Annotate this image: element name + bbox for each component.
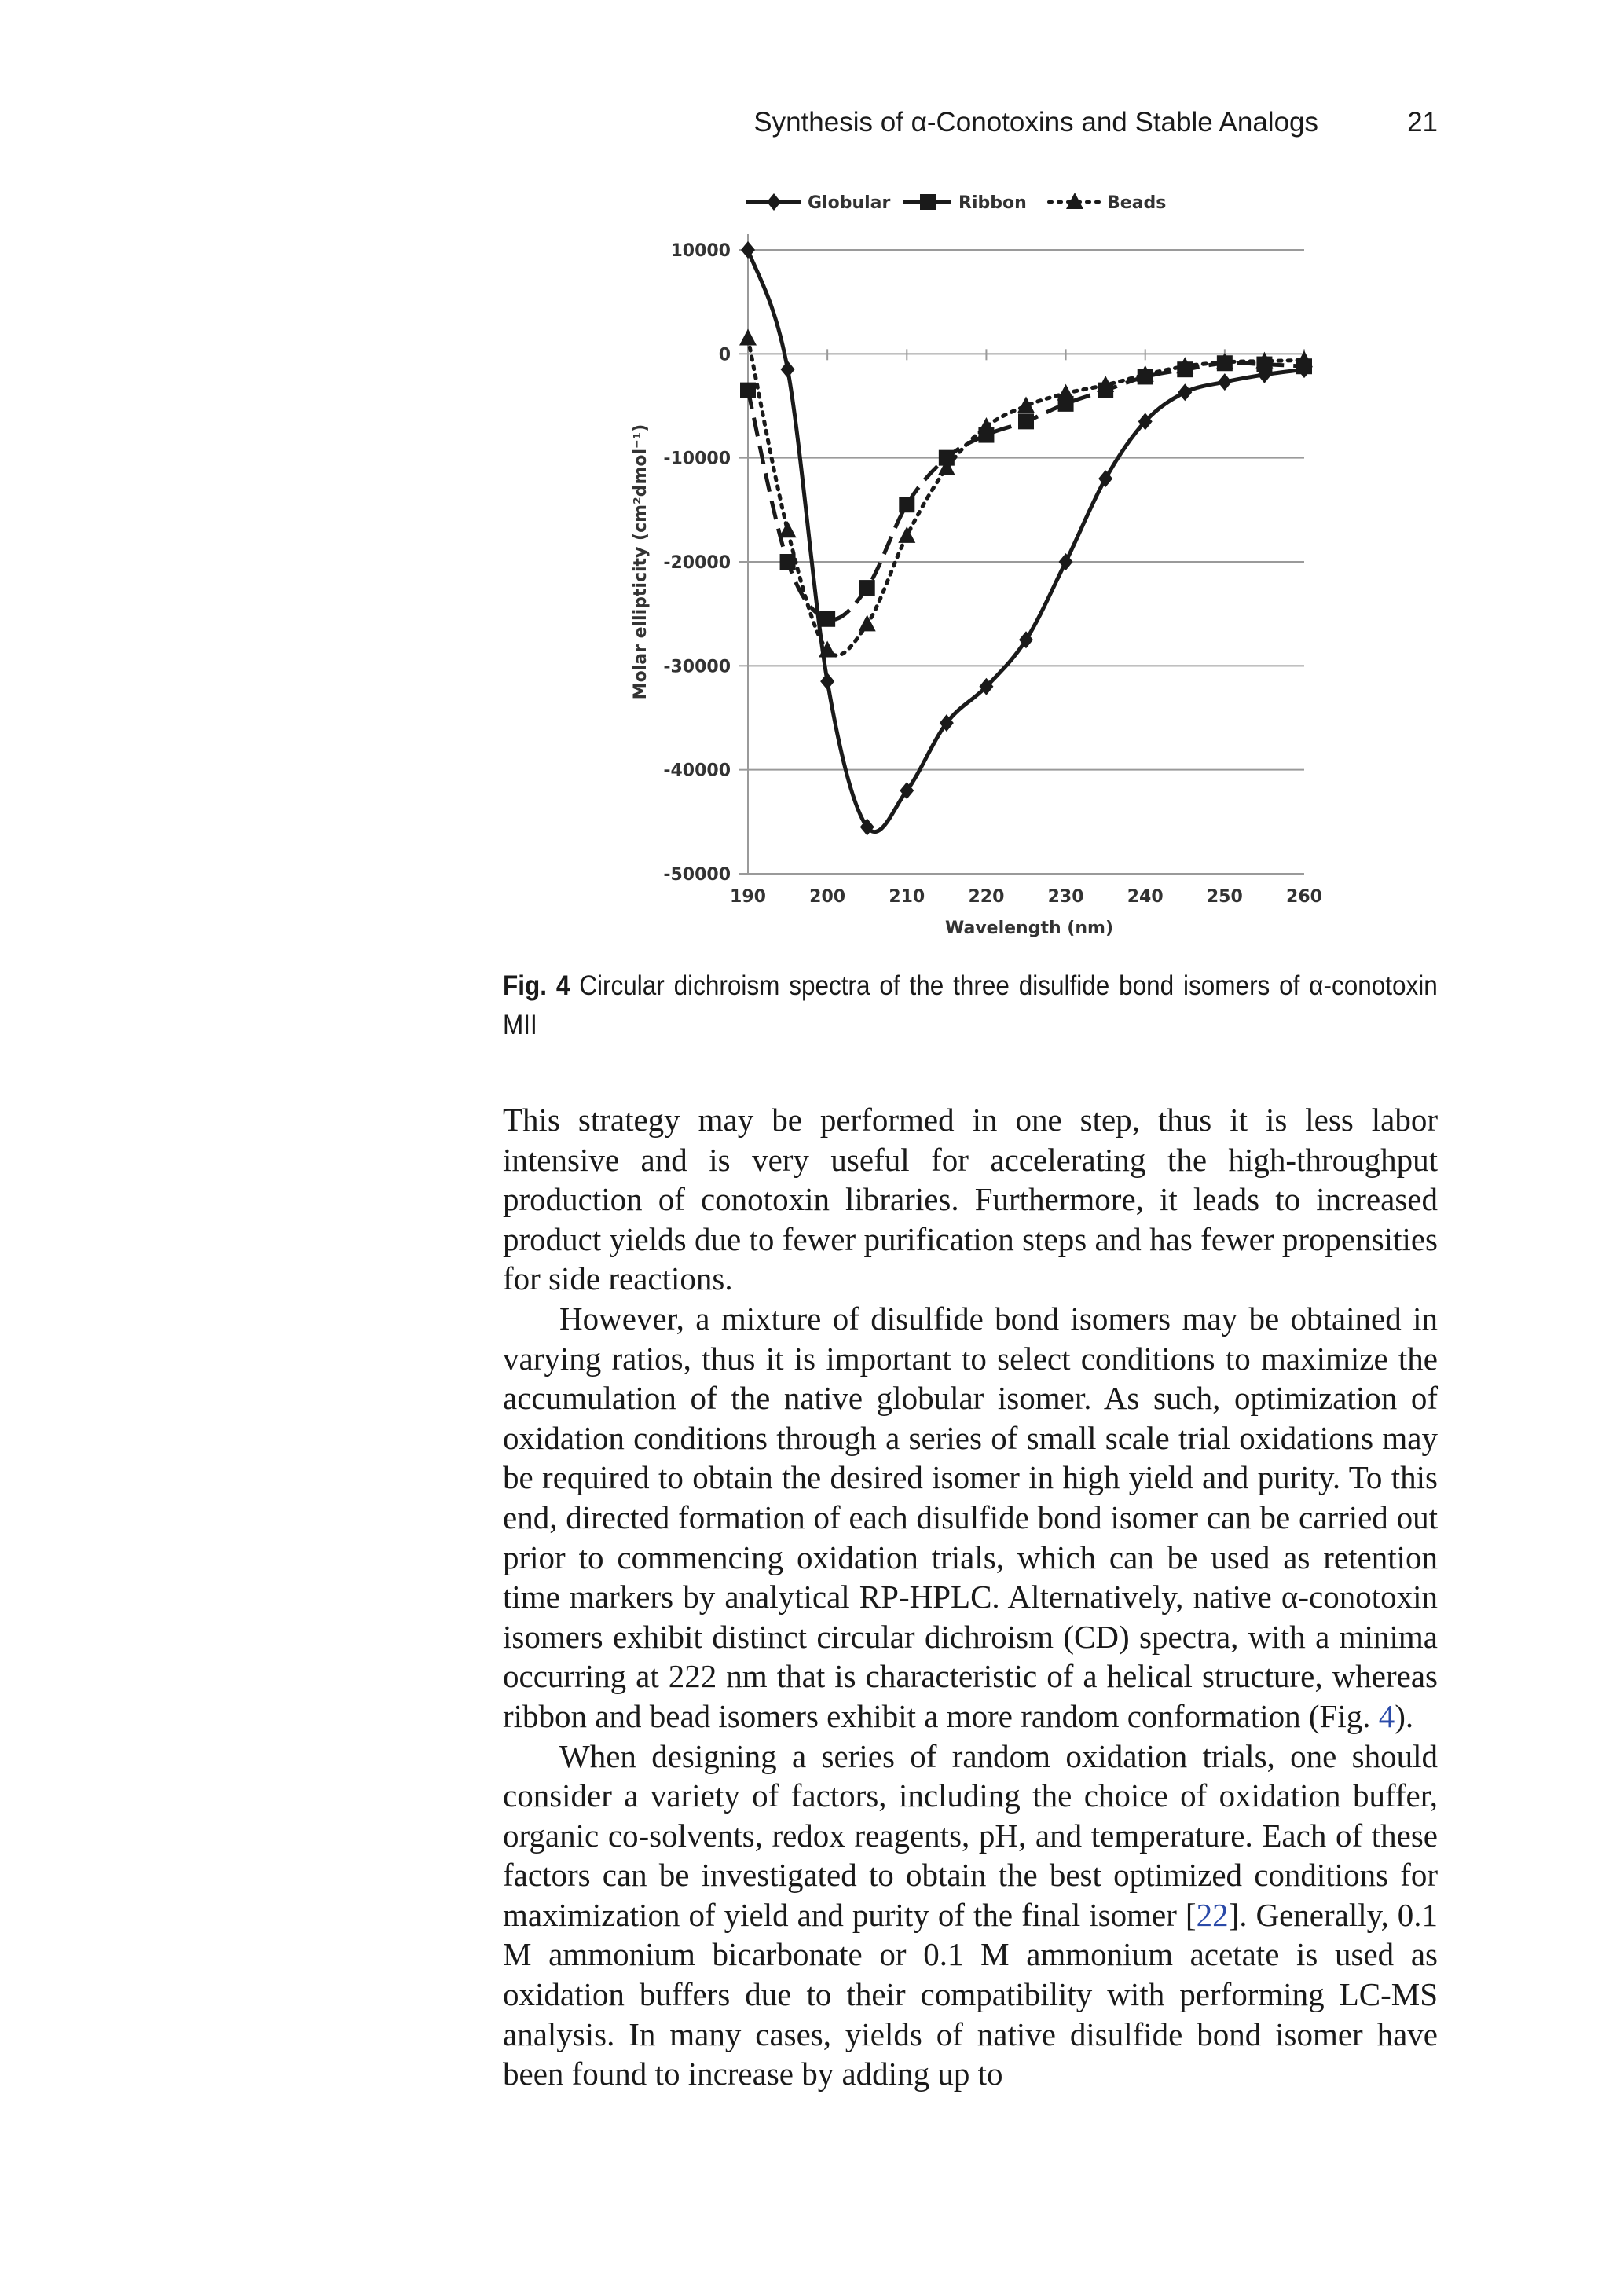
data-point-globular: [741, 241, 755, 259]
data-point-ribbon: [740, 383, 756, 398]
page-number: 21: [1407, 107, 1438, 138]
x-tick-label: 250: [1206, 887, 1243, 907]
y-tick-label: -30000: [663, 657, 731, 677]
x-tick-label: 220: [968, 887, 1005, 907]
y-tick-label: 0: [718, 345, 731, 365]
y-tick-label: -40000: [663, 761, 731, 781]
y-tick-label: -20000: [663, 553, 731, 573]
paragraph-3-end: ]. Generally, 0.1 M ammonium bicarbonate or 0.1 M ammonium acetate is used as oxidation buffers due to their compatibility with performing LC-MS analysis. In many cases, yields of native disulfide bond isomer have been found to increase by adding up to: [503, 1896, 1438, 2092]
x-tick-label: 200: [809, 887, 846, 907]
x-tick-label: 240: [1127, 887, 1164, 907]
data-point-globular: [1218, 373, 1232, 391]
y-tick-label: -10000: [663, 449, 731, 469]
data-point-ribbon: [899, 497, 914, 512]
data-point-beads: [779, 521, 797, 537]
x-tick-label: 260: [1286, 887, 1322, 907]
running-head-title: Synthesis of α-Conotoxins and Stable Analogs: [753, 107, 1318, 138]
legend-marker-globular: [767, 193, 781, 211]
data-point-ribbon: [859, 580, 875, 596]
x-tick-label: 190: [730, 887, 766, 907]
series-line-beads: [748, 338, 1304, 655]
data-point-globular: [1178, 383, 1192, 401]
paragraph-3: [503, 1737, 1438, 2094]
cd-spectra-chart: [613, 177, 1320, 955]
paragraph-2: [503, 1299, 1438, 1737]
legend-label-beads: Beads: [1107, 193, 1167, 213]
data-point-ribbon: [780, 554, 796, 570]
y-tick-label: -50000: [663, 865, 731, 885]
figure-cd-spectra: [613, 177, 1320, 955]
data-point-beads: [739, 328, 757, 345]
running-head: [503, 107, 1438, 146]
paragraph-2-text: However, a mixture of disulfide bond isomers may be obtained in varying ratios, thus it is important to select conditions to maximize the accumulation of the native globular isomer. As such, optimization of oxidation conditions through a series of small scale trial oxidations may be required to obtain the desired isomer in high yield and purity. To this end, directed formation of each disulfide bond isomer can be carried out prior to commencing oxidation trials, which can be used as retention time markers by analytical RP-HPLC. Alternatively, native α-conotoxin isomers exhibit distinct circular dichroism (CD) spectra, with a minima occurring at 222 nm that is characteristic of a helical structure, whereas ribbon and bead isomers exhibit a more random conformation (Fig.: [503, 1300, 1438, 1734]
legend-label-globular: Globular: [808, 193, 891, 213]
citation-reference-link[interactable]: 22: [1196, 1896, 1229, 1933]
data-point-globular: [781, 361, 795, 378]
figure-reference-link[interactable]: 4: [1378, 1697, 1395, 1734]
x-tick-label: 230: [1047, 887, 1084, 907]
figure-caption-text: Circular dichroism spectra of the three disulfide bond isomers of α-conotoxin MII: [503, 970, 1438, 1040]
data-point-beads: [898, 526, 915, 543]
data-point-beads: [1057, 384, 1075, 401]
legend-marker-ribbon: [920, 194, 936, 210]
data-point-ribbon: [1018, 413, 1034, 429]
y-tick-label: 10000: [670, 241, 731, 261]
series-line-globular: [748, 250, 1304, 832]
x-tick-label: 210: [889, 887, 925, 907]
figure-caption: [503, 966, 1438, 1045]
paragraph-1: This strategy may be performed in one step, thus it is less labor intensive and is very useful for accelerating the high-throughput production of conotoxin libraries. Furthermore, it leads to increased product yields due to fewer purification steps and has fewer propensities for side reactions.: [503, 1102, 1438, 1297]
legend-label-ribbon: Ribbon: [958, 193, 1027, 213]
data-point-ribbon: [819, 611, 835, 627]
paragraph-3-text: When designing a series of random oxidation trials, one should consider a variety of factors, including the choice of oxidation buffer, organic co-solvents, redox reagents, pH, and temperature. Each of these factors can be investigated to obtain the best optimized conditions for maximization of yield and purity of the final isomer [: [503, 1737, 1438, 1933]
data-point-beads: [977, 417, 995, 434]
y-axis-label: Molar ellipticity (cm²dmol⁻¹): [631, 424, 651, 700]
paragraph-2-end: ).: [1395, 1697, 1414, 1734]
data-point-globular: [820, 673, 834, 690]
x-axis-label: Wavelength (nm): [945, 919, 1113, 938]
figure-caption-label: Fig. 4: [503, 970, 570, 1001]
body-text: [503, 1100, 1438, 2094]
